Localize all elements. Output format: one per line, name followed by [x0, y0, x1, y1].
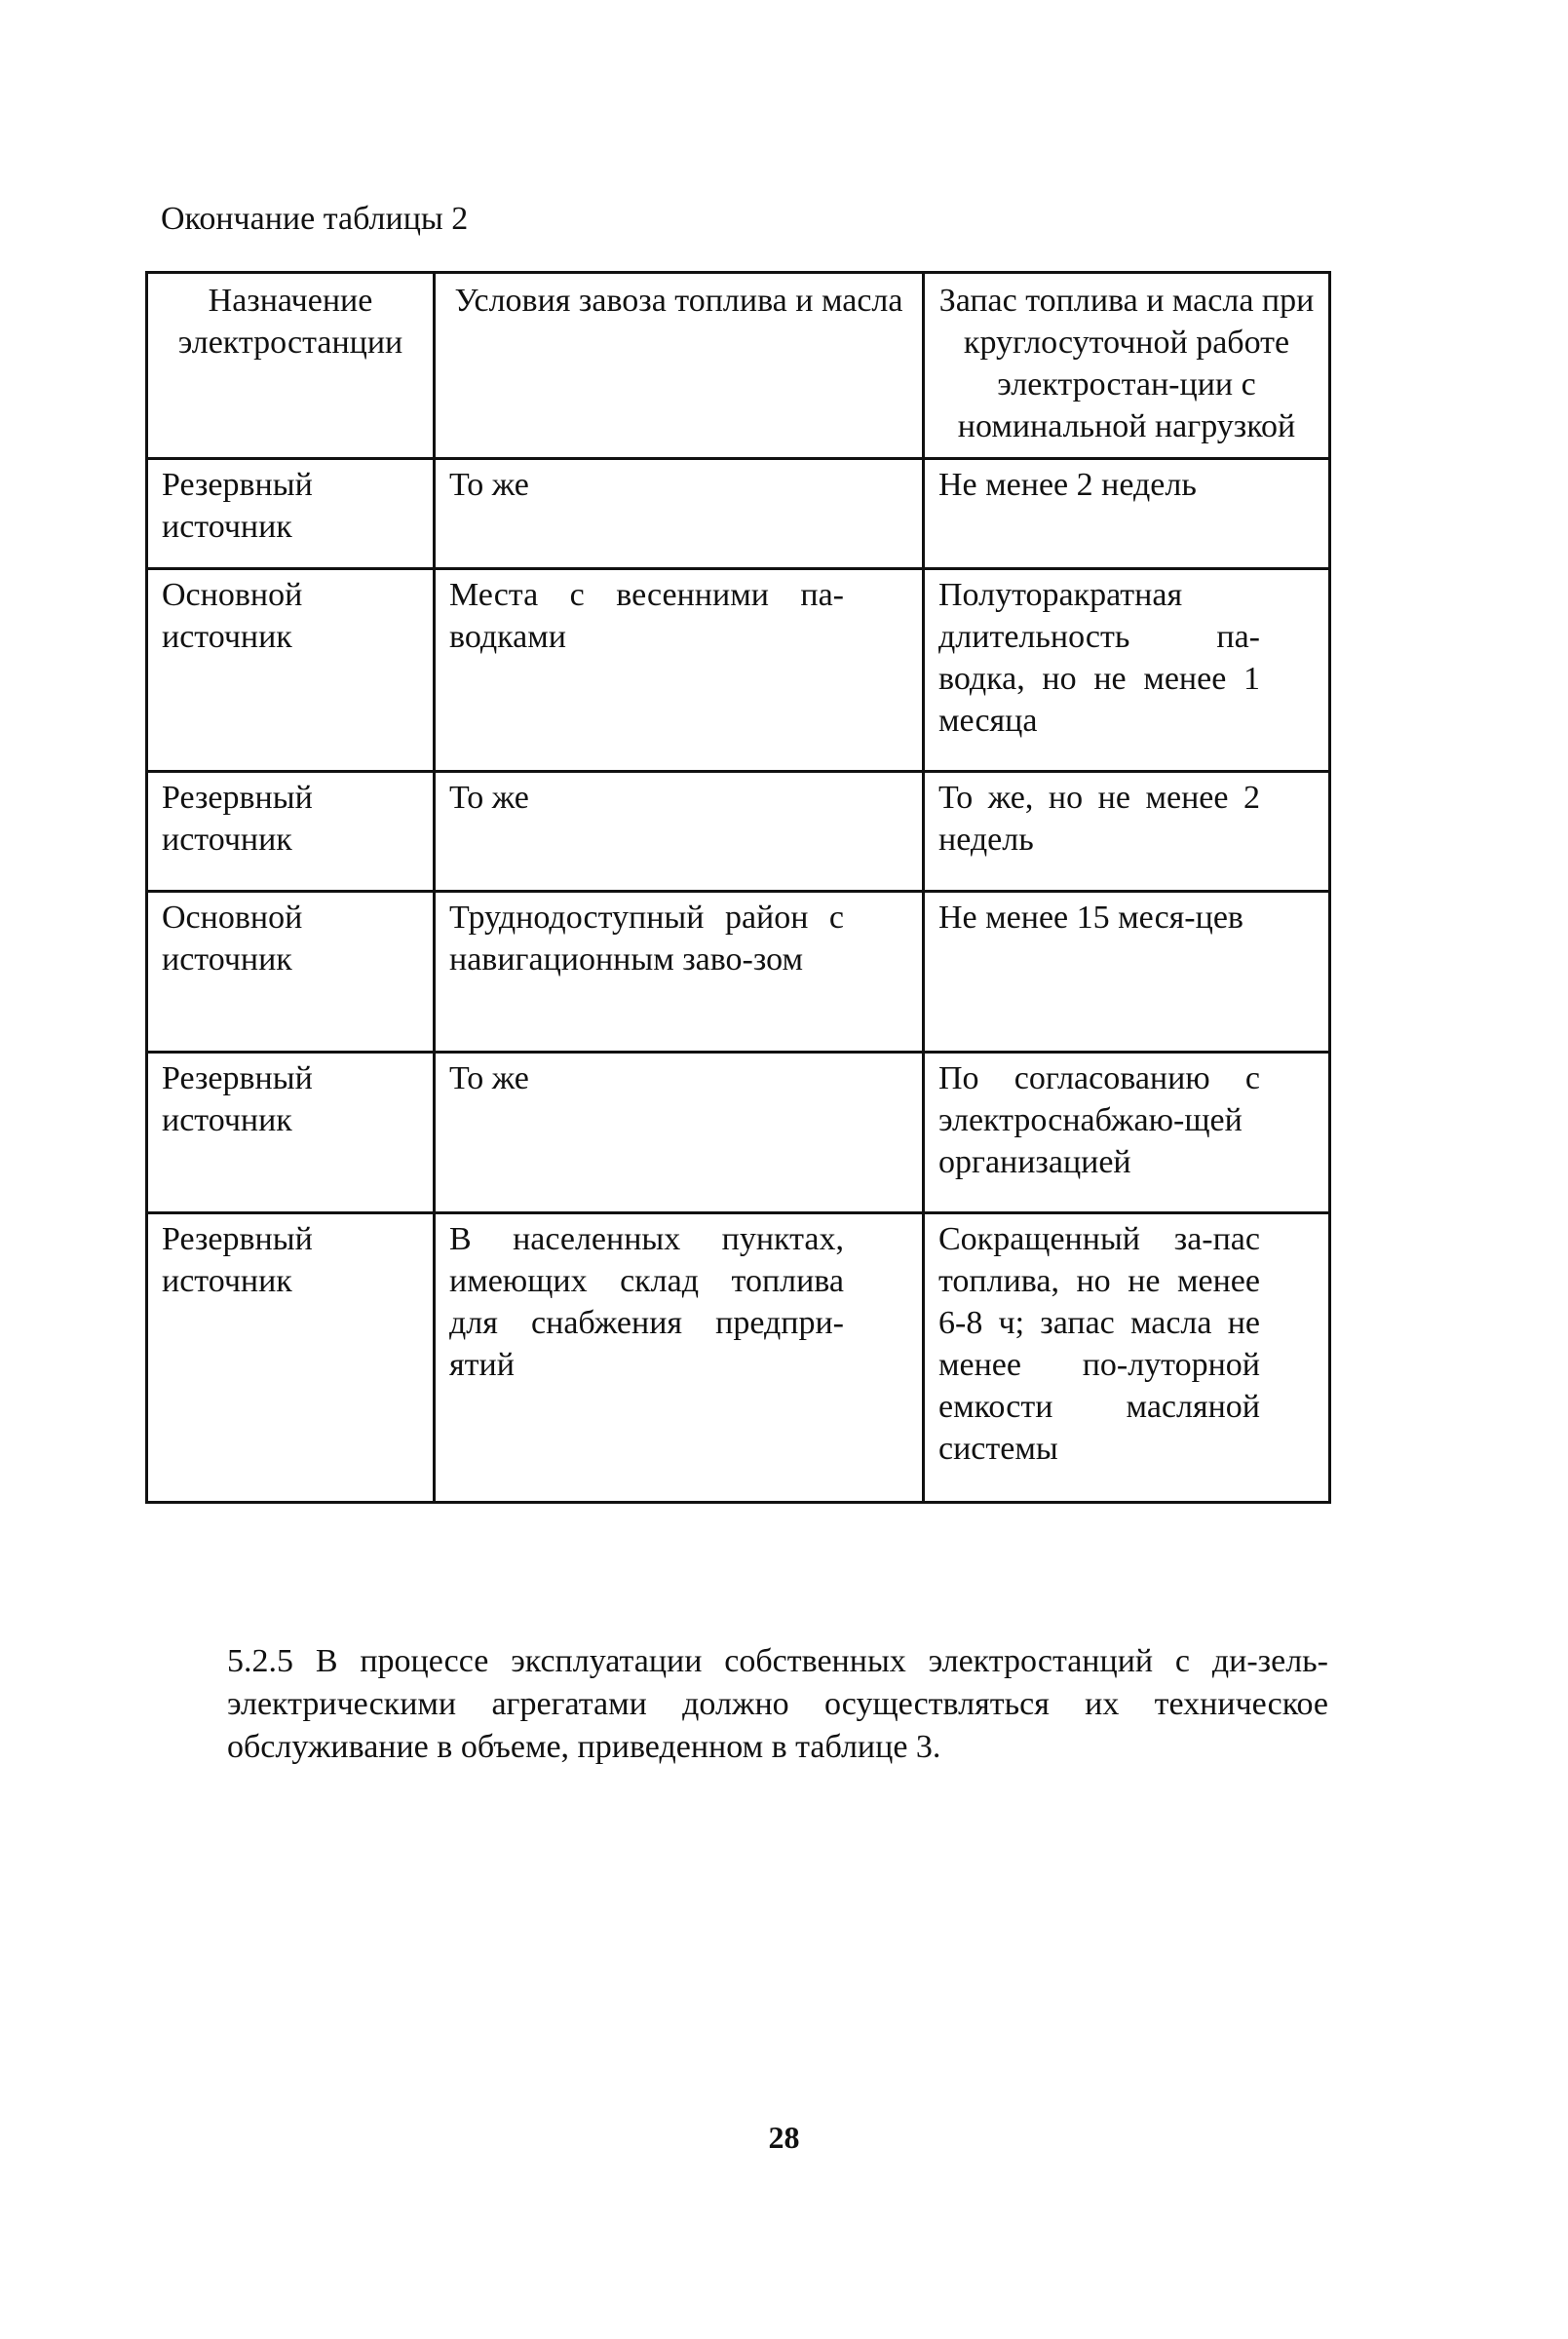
page-number: 28 [768, 2120, 800, 2155]
cell-conditions-text: То же [449, 1060, 529, 1096]
fuel-reserve-table [145, 271, 1331, 1504]
table-row [147, 892, 1330, 1053]
table-row [147, 569, 1330, 772]
cell-conditions-text: Труднодоступный район с навигационным заво-зом [449, 900, 844, 978]
body-paragraph [161, 1640, 1328, 1769]
cell-reserve-text: Сокращенный за-пас топлива, но не менее 6-8 ч; запас масла не менее по-луторной емкости масляной системы [938, 1221, 1260, 1467]
header-reserve: Запас топлива и масла при круглосуточной работе электростан-ции с номинальной нагрузкой [924, 273, 1330, 459]
cell-conditions-text: То же [449, 780, 529, 816]
cell-reserve-text: То же, но не менее 2 недель [938, 780, 1260, 858]
header-purpose: Назначение электростанции [147, 273, 435, 459]
cell-purpose: Основной источник [147, 892, 435, 1053]
cell-conditions [435, 459, 924, 569]
cell-conditions-text: В населенных пунктах, имеющих склад топлива для снабжения предпри-ятий [449, 1221, 844, 1383]
cell-reserve-text: Не менее 2 недель [938, 467, 1197, 503]
cell-reserve [924, 772, 1330, 892]
cell-reserve [924, 1213, 1330, 1503]
cell-conditions [435, 1213, 924, 1503]
cell-conditions [435, 892, 924, 1053]
cell-reserve [924, 1053, 1330, 1213]
cell-purpose: Резервный источник [147, 1213, 435, 1503]
cell-reserve [924, 459, 1330, 569]
table-caption: Окончание таблицы 2 [161, 201, 469, 237]
cell-reserve [924, 569, 1330, 772]
cell-conditions-text: То же [449, 467, 529, 503]
cell-reserve-text: Полуторакратная длительность па-водка, но не менее 1 месяца [938, 577, 1260, 739]
table-row [147, 772, 1330, 892]
cell-purpose: Резервный источник [147, 772, 435, 892]
table-row [147, 459, 1330, 569]
cell-purpose: Резервный источник [147, 1053, 435, 1213]
cell-purpose: Основной источник [147, 569, 435, 772]
cell-conditions-text: Места с весенними па-водками [449, 577, 844, 655]
cell-conditions [435, 772, 924, 892]
cell-purpose: Резервный источник [147, 459, 435, 569]
cell-reserve-text: По согласованию с электроснабжаю-щей организацией [938, 1060, 1260, 1180]
table-header-row [147, 273, 1330, 459]
table-row [147, 1213, 1330, 1503]
table-row [147, 1053, 1330, 1213]
cell-conditions [435, 569, 924, 772]
paragraph-text: 5.2.5 В процессе эксплуатации собственных электростанций с ди-зель-электрическими агрегатами должно осуществляться их техническое обслуживание в объеме, приведенном в таблице 3. [227, 1643, 1328, 1765]
header-conditions: Условия завоза топлива и масла [435, 273, 924, 459]
cell-reserve-text: Не менее 15 меся-цев [938, 900, 1243, 936]
cell-conditions [435, 1053, 924, 1213]
cell-reserve [924, 892, 1330, 1053]
